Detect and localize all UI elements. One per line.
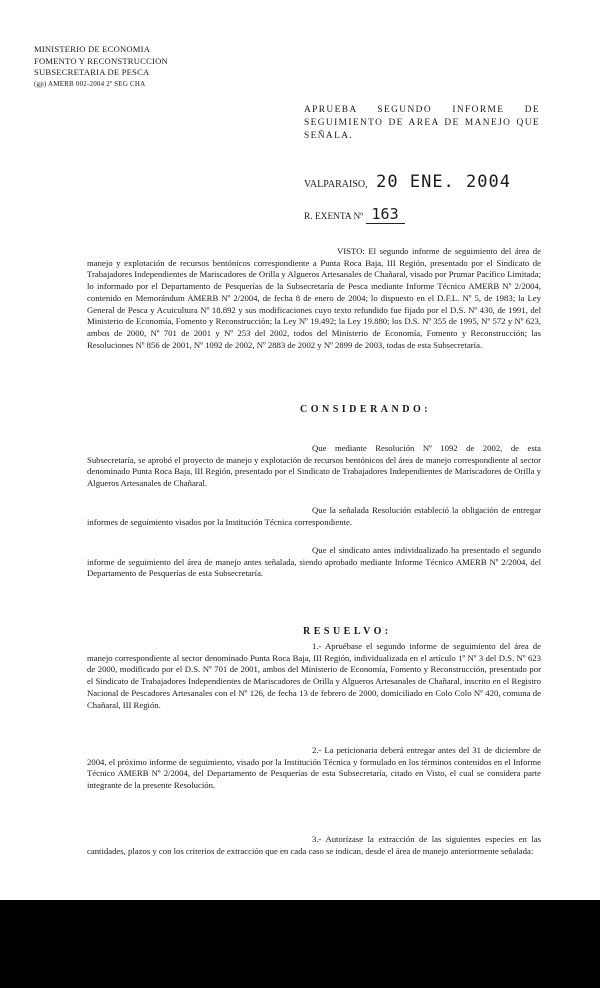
resolution-label: R. EXENTA Nº xyxy=(304,212,364,222)
header-subsecretaria: SUBSECRETARIA DE PESCA xyxy=(34,67,150,77)
header-ministry: MINISTERIO DE ECONOMIA xyxy=(34,44,151,54)
scan-bottom-border xyxy=(0,900,600,988)
header-reference: (gp) AMERB 002-2004 2º SEG CHA xyxy=(34,79,146,88)
dateline-city: VALPARAISO, xyxy=(304,179,368,190)
dateline xyxy=(304,172,511,192)
ministry-header xyxy=(34,44,204,90)
resuelvo-heading: RESUELVO: xyxy=(303,626,392,637)
resuelvo-paragraph-3: 3.- Autorízase la extracción de las siguientes especies en las cantidades, plazos y con los criterios de extracción que en cada caso se indican, desde el área de manejo anteriormente señalada: xyxy=(87,834,541,856)
considerando-paragraph-1: Que mediante Resolución Nº 1092 de 2002, de esta Subsecretaría, se aprobó el proyecto de manejo y explotación de recursos bentónicos del área de manejo correspondiente al sector denominado Punta Roca Baja, III Región, presentado por el Sindicato de Trabajadores Independientes de Mariscadores de Orilla y Algueros Artesanales de Chañaral. xyxy=(87,443,541,489)
resolution-number: 163 xyxy=(366,205,405,224)
considerando-paragraph-3: Que el sindicato antes individualizado ha presentado el segundo informe de seguimiento del área de manejo antes señalada, siendo aprobado mediante Informe Técnico AMERB Nº 2/2004, del Departamento de Pesquerías de esta Subsecretaría. xyxy=(87,545,541,579)
visto-paragraph: VISTO: El segundo informe de seguimiento del área de manejo y explotación de recursos bentónicos correspondiente a Punta Roca Baja, III Región, presentado por el Sindicato de Trabajadores Independientes de Mariscadores de Orilla y Algueros Artesanales de Chañaral, visado por Prumar Pacífico Limitada; lo informado por el Departamento de Pesquerías de la Subsecretaría de Pesca mediante Informe Técnico AMERB Nº 2/2004, contenido en Memorándum AMERB Nº 2/2004, de fecha 8 de enero de 2004; lo dispuesto en el D.F.L. Nº 5, de 1983; la Ley General de Pesca y Acuicultura Nº 18.892 y sus modificaciones cuyo texto refundido fue fijado por el D.S. Nº 430, de 1991, del Ministerio de Economía, Fomento y Reconstrucción; la Ley Nº 19.492; la Ley 19.880; los D.S. Nº 355 de 1995, Nº 572 y Nº 623, ambos de 2000, Nº 701 de 2001 y Nº 253 del 2002, todos del Ministerio de Economía, Fomento y Reconstrucción; las Resoluciones Nº 856 de 2001, Nº 1092 de 2002, Nº 2883 de 2002 y Nº 2899 de 2003, todas de esta Subsecretaría. xyxy=(87,246,541,350)
resolution-number-line xyxy=(304,205,405,223)
resolution-subject: APRUEBA SEGUNDO INFORME DE SEGUIMIENTO DE AREA DE MANEJO QUE SEÑALA. xyxy=(304,105,540,141)
date-stamp: 20 ENE. 2004 xyxy=(376,172,511,192)
header-fomento: FOMENTO Y RECONSTRUCCION xyxy=(34,55,168,66)
considerando-heading: CONSIDERANDO: xyxy=(300,404,432,415)
resuelvo-paragraph-1: 1.- Apruébase el segundo informe de seguimiento del área de manejo correspondiente al sector denominado Punta Roca Baja, III Región, individualizada en el artículo 1º Nº 3 del D.S. Nº 623 de 2000, modificado por el D.S. Nº 701 de 2001, ambos del Ministerio de Economía, Fomento y Reconstrucción, presentado por el Sindicato de Trabajadores Independientes de Mariscadores de Orilla y Algueros Artesanales de Chañaral, inscrito en el Registro Nacional de Pescadores Artesanales con el Nº 126, de fecha 13 de febrero de 2000, domiciliado en Colo Colo Nº 420, comuna de Chañaral, III Región. xyxy=(87,641,541,710)
resuelvo-paragraph-2: 2.- La peticionaria deberá entregar antes del 31 de diciembre de 2004, el próximo informe de seguimiento, visado por la Institución Técnica y formulado en los términos contenidos en el Informe Técnico AMERB Nº 2/2004, del Departamento de Pesquerías de esta Subsecretaría, citado en Visto, el cual se considera parte integrante de la presente Resolución. xyxy=(87,745,541,791)
considerando-paragraph-2: Que la señalada Resolución estableció la obligación de entregar informes de seguimiento visados por la Institución Técnica correspondiente. xyxy=(87,505,541,527)
